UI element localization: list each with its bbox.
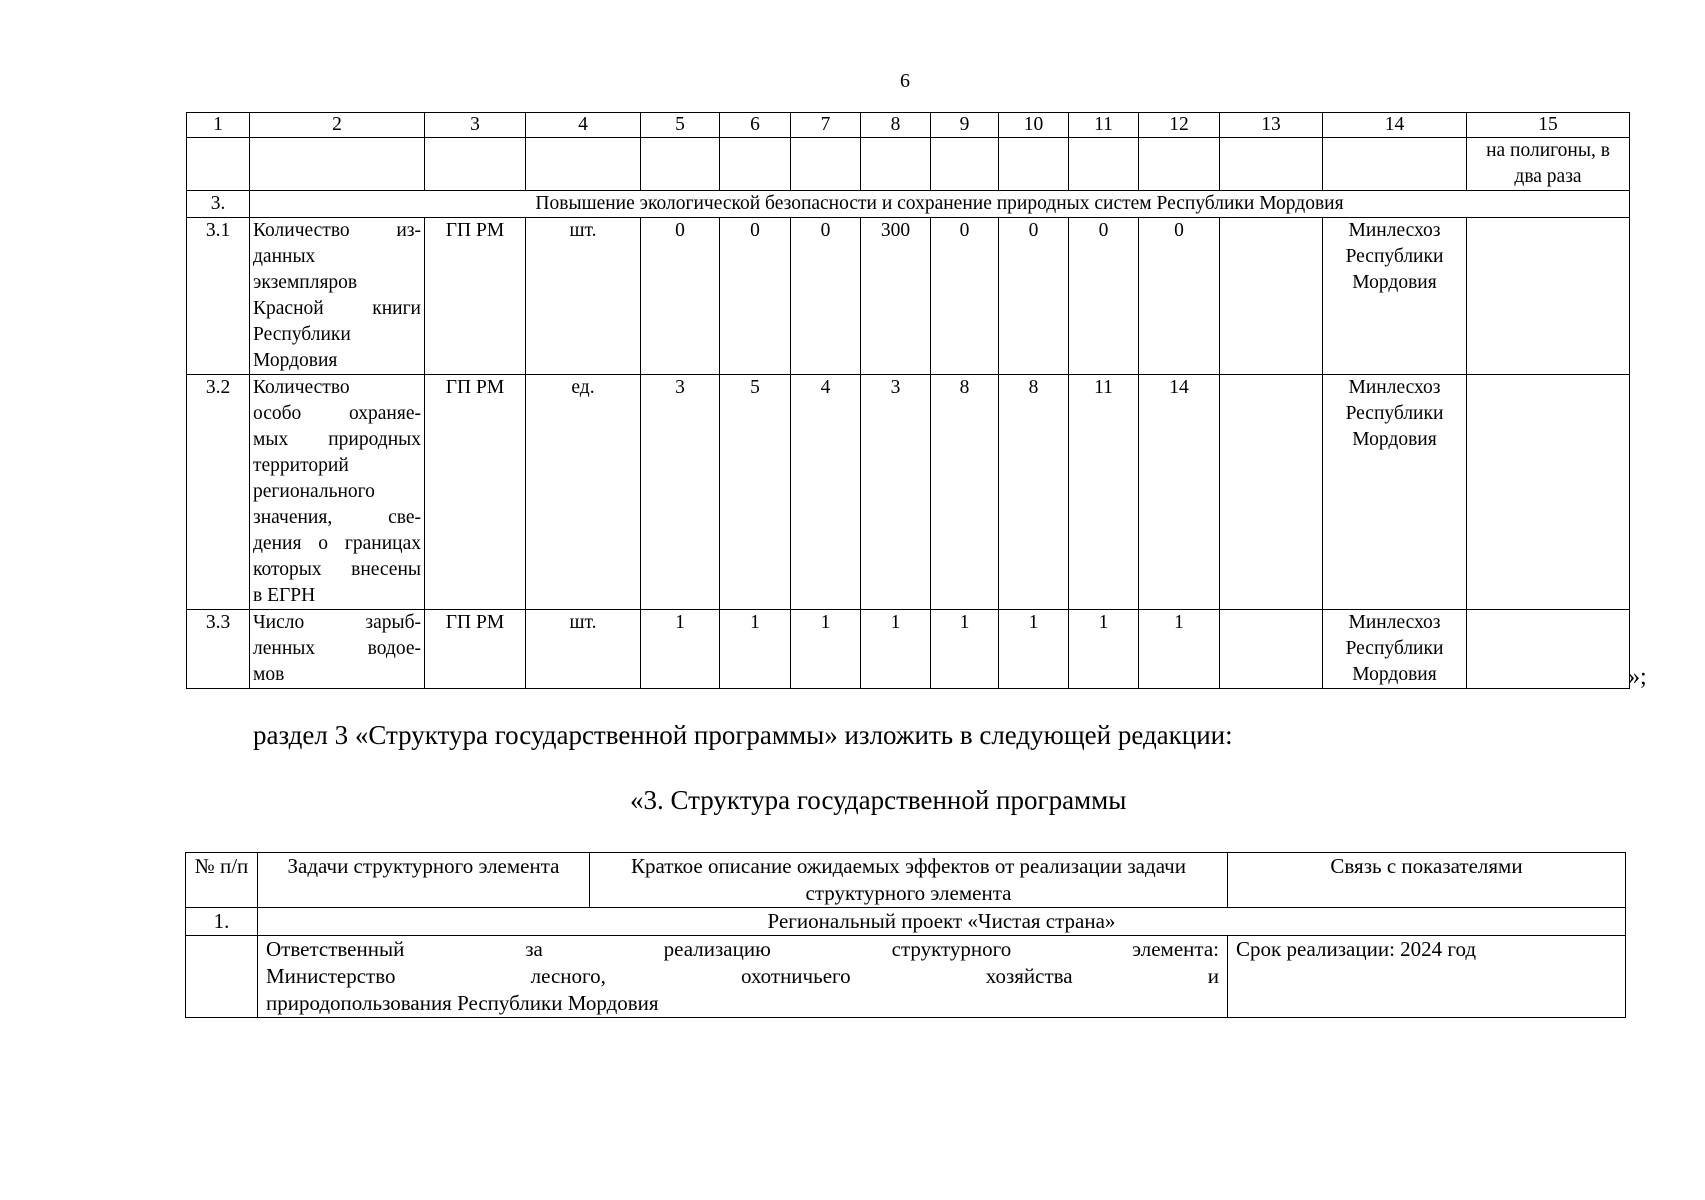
indicator-name-line: дения о границах bbox=[253, 533, 421, 554]
empty-cell bbox=[931, 138, 999, 191]
header-cell: 6 bbox=[720, 113, 791, 138]
indicators-table bbox=[186, 112, 1630, 689]
indicator-name-line: Количество из- bbox=[253, 220, 421, 241]
value-cell: 0 bbox=[1139, 218, 1220, 375]
value-cell: 1 bbox=[720, 610, 791, 689]
value-cell: 1 bbox=[641, 610, 720, 689]
empty-cell bbox=[861, 138, 931, 191]
value-cell: 1 bbox=[791, 610, 861, 689]
continuation-row bbox=[187, 138, 1630, 191]
value-cell: 14 bbox=[1139, 375, 1220, 610]
project-title: Региональный проект «Чистая страна» bbox=[258, 908, 1626, 936]
section-heading: «3. Структура государственной программы bbox=[630, 785, 1127, 815]
header-cell: 12 bbox=[1139, 113, 1220, 138]
unit-cell: шт. bbox=[526, 610, 641, 689]
project-number: 1. bbox=[186, 908, 258, 936]
indicator-name-line: данных bbox=[253, 246, 316, 267]
value-cell: 1 bbox=[861, 610, 931, 689]
structure-header-row bbox=[186, 853, 1626, 908]
indicator-name-line: регионального bbox=[253, 481, 375, 502]
indicator-row bbox=[187, 375, 1630, 610]
header-cell: 1 bbox=[187, 113, 250, 138]
value-cell: 3 bbox=[641, 375, 720, 610]
responsible-cell: Минлесхоз Республики Мордовия bbox=[1323, 375, 1467, 610]
page-number: 6 bbox=[900, 70, 910, 92]
empty-cell bbox=[1220, 610, 1323, 689]
empty-cell bbox=[1220, 375, 1323, 610]
value-cell: 1 bbox=[931, 610, 999, 689]
level-cell: ГП РМ bbox=[425, 218, 526, 375]
indicator-name-line: Мордовия bbox=[253, 350, 338, 371]
value-cell: 11 bbox=[1069, 375, 1139, 610]
header-cell: 13 bbox=[1220, 113, 1323, 138]
empty-cell bbox=[186, 936, 258, 1018]
empty-cell bbox=[526, 138, 641, 191]
indicator-name-line: Количество bbox=[253, 377, 350, 398]
header-cell: 11 bbox=[1069, 113, 1139, 138]
header-link: Связь с показателями bbox=[1228, 853, 1626, 908]
empty-cell bbox=[1139, 138, 1220, 191]
value-cell: 3 bbox=[861, 375, 931, 610]
empty-cell bbox=[425, 138, 526, 191]
indicator-name-line: Красной книги bbox=[253, 298, 421, 319]
value-cell: 4 bbox=[791, 375, 861, 610]
empty-cell bbox=[1220, 218, 1323, 375]
value-cell: 5 bbox=[720, 375, 791, 610]
empty-cell bbox=[250, 138, 425, 191]
header-cell: 14 bbox=[1323, 113, 1467, 138]
header-cell: 3 bbox=[425, 113, 526, 138]
header-cell: 7 bbox=[791, 113, 861, 138]
header-cell: 2 bbox=[250, 113, 425, 138]
indicator-name-line: в ЕГРН bbox=[253, 585, 316, 606]
unit-cell: шт. bbox=[526, 218, 641, 375]
value-cell: 0 bbox=[999, 218, 1069, 375]
amendment-paragraph: раздел 3 «Структура государственной программы» изложить в следующей редакции: bbox=[253, 720, 1233, 750]
header-tasks: Задачи структурного элемента bbox=[258, 853, 590, 908]
closing-quote: »; bbox=[1628, 664, 1647, 690]
indicator-name-line: которых внесены bbox=[253, 559, 421, 580]
header-num: № п/п bbox=[186, 853, 258, 908]
value-cell: 0 bbox=[1069, 218, 1139, 375]
responsible-line: природопользования Республики Мордовия bbox=[266, 991, 659, 1015]
indicator-row bbox=[187, 610, 1630, 689]
empty-cell bbox=[720, 138, 791, 191]
empty-cell bbox=[1467, 610, 1630, 689]
indicator-name-line: экземпляров bbox=[253, 272, 358, 293]
level-cell: ГП РМ bbox=[425, 375, 526, 610]
value-cell: 8 bbox=[931, 375, 999, 610]
value-cell: 300 bbox=[861, 218, 931, 375]
value-cell: 8 bbox=[999, 375, 1069, 610]
responsible-cell bbox=[258, 936, 1228, 1018]
structure-table bbox=[185, 852, 1626, 1018]
empty-cell bbox=[187, 138, 250, 191]
empty-cell bbox=[1323, 138, 1467, 191]
level-cell: ГП РМ bbox=[425, 610, 526, 689]
column-numbers-row bbox=[187, 113, 1630, 138]
value-cell: 1 bbox=[1069, 610, 1139, 689]
empty-cell bbox=[999, 138, 1069, 191]
indicator-name-line: Республики bbox=[253, 324, 351, 345]
indicator-name-line: территорий bbox=[253, 455, 349, 476]
indicator-name-line: ленных водое- bbox=[253, 638, 421, 659]
section-title: Повышение экологической безопасности и сохранение природных систем Республики Мордовия bbox=[250, 191, 1630, 218]
row-number: 3.1 bbox=[187, 218, 250, 375]
empty-cell bbox=[791, 138, 861, 191]
empty-cell bbox=[1220, 138, 1323, 191]
indicator-row bbox=[187, 218, 1630, 375]
header-cell: 9 bbox=[931, 113, 999, 138]
header-effects: Краткое описание ожидаемых эффектов от реализации задачи структурного элемента bbox=[590, 853, 1228, 908]
responsible-row bbox=[186, 936, 1626, 1018]
value-cell: 0 bbox=[931, 218, 999, 375]
indicator-name-line: мов bbox=[253, 664, 285, 685]
value-cell: 1 bbox=[1139, 610, 1220, 689]
indicator-name bbox=[250, 610, 425, 689]
section-row bbox=[187, 191, 1630, 218]
row-number: 3.2 bbox=[187, 375, 250, 610]
unit-cell: ед. bbox=[526, 375, 641, 610]
section-number: 3. bbox=[187, 191, 250, 218]
responsible-line: Министерство лесного, охотничьего хозяйства и bbox=[266, 964, 1219, 988]
value-cell: 0 bbox=[641, 218, 720, 375]
project-row bbox=[186, 908, 1626, 936]
value-cell: 1 bbox=[999, 610, 1069, 689]
value-cell: 0 bbox=[791, 218, 861, 375]
header-cell: 15 bbox=[1467, 113, 1630, 138]
header-cell: 10 bbox=[999, 113, 1069, 138]
responsible-line: Ответственный за реализацию структурного элемента: bbox=[266, 937, 1219, 961]
value-cell: 0 bbox=[720, 218, 791, 375]
indicator-name bbox=[250, 375, 425, 610]
responsible-cell: Минлесхоз Республики Мордовия bbox=[1323, 218, 1467, 375]
indicator-name-line: Число зарыб- bbox=[253, 612, 421, 633]
header-cell: 5 bbox=[641, 113, 720, 138]
indicator-name-line: значения, све- bbox=[253, 507, 421, 528]
continuation-note: на полигоны, в два раза bbox=[1467, 138, 1630, 191]
term-cell: Срок реализации: 2024 год bbox=[1228, 936, 1626, 1018]
empty-cell bbox=[1069, 138, 1139, 191]
indicator-name-line: мых природных bbox=[253, 429, 421, 450]
row-number: 3.3 bbox=[187, 610, 250, 689]
responsible-cell: Минлесхоз Республики Мордовия bbox=[1323, 610, 1467, 689]
empty-cell bbox=[641, 138, 720, 191]
empty-cell bbox=[1467, 218, 1630, 375]
empty-cell bbox=[1467, 375, 1630, 610]
header-cell: 8 bbox=[861, 113, 931, 138]
header-cell: 4 bbox=[526, 113, 641, 138]
indicator-name-line: особо охраняе- bbox=[253, 403, 421, 424]
indicator-name bbox=[250, 218, 425, 375]
